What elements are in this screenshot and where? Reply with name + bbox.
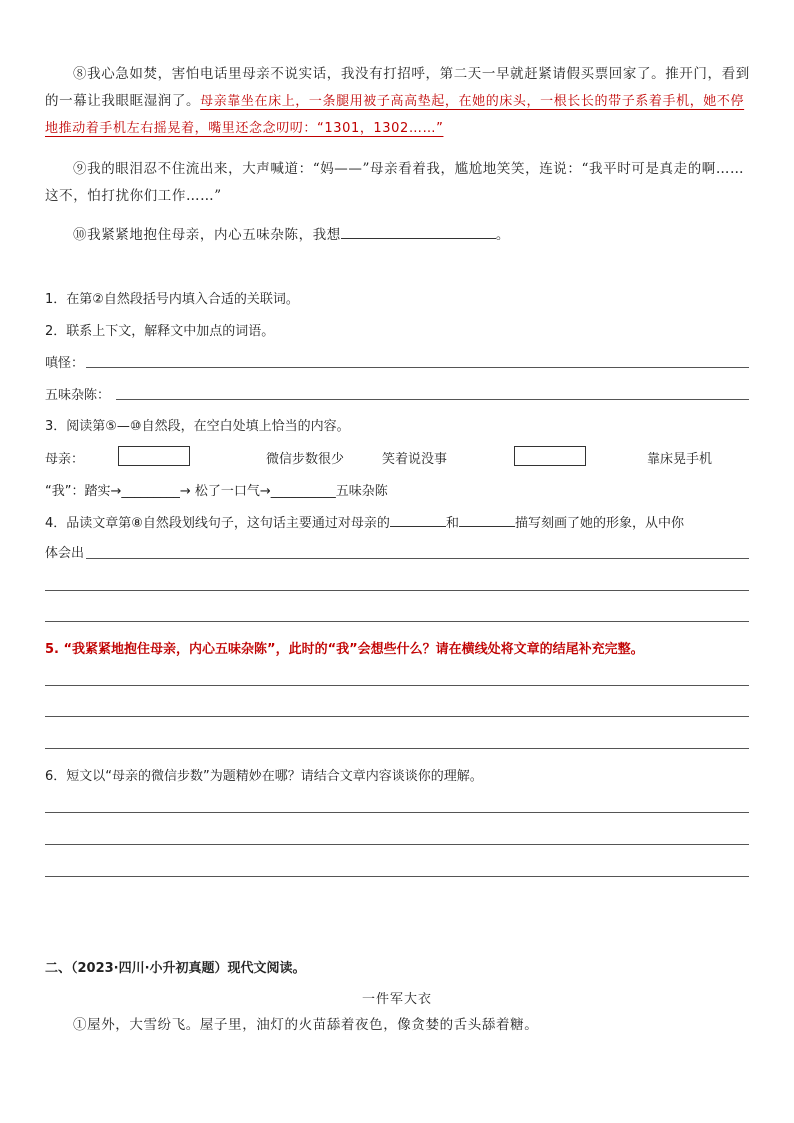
me-emotion-row: “我”：踏实→_________→ 松了一口气→__________五味杂陈 [45, 484, 388, 499]
mother-label: 母亲： [45, 452, 85, 467]
section-2-heading: 二、（2023·四川·小升初真题）现代文阅读。 [45, 961, 306, 976]
answer-line-q4-2[interactable] [45, 590, 749, 591]
question-1: 1．在第②自然段括号内填入合适的关联词。 [45, 292, 299, 307]
answer-line-term-2[interactable] [116, 399, 749, 400]
answer-line-q6-3[interactable] [45, 876, 749, 877]
answer-line-q5-3[interactable] [45, 748, 749, 749]
answer-line-q4-1[interactable] [86, 558, 749, 559]
question-3: 3．阅读第⑤—⑩自然段，在空白处填上恰当的内容。 [45, 419, 350, 434]
answer-line-term-1[interactable] [86, 367, 749, 368]
q4-blank-1[interactable] [390, 512, 446, 527]
mother-item-1: 微信步数很少 [266, 452, 345, 467]
question-4-text-a: 4．品读文章第⑧自然段划线句子，这句话主要通过对母亲的 [45, 516, 390, 531]
paragraph-8 [45, 61, 750, 142]
question-4 [45, 512, 684, 531]
mother-item-3: 靠床晃手机 [647, 452, 713, 467]
answer-line-q4-3[interactable] [45, 621, 749, 622]
answer-line-q5-1[interactable] [45, 685, 749, 686]
question-6: 6．短文以“母亲的微信步数”为题精妙在哪？请结合文章内容谈谈你的理解。 [45, 769, 483, 784]
paragraph-10-end: 。 [495, 227, 511, 243]
article-paragraph-1: ①屋外，大雪纷飞。屋子里，油灯的火苗舔着夜色，像贪婪的舌头舔着糖。 [73, 1017, 539, 1033]
fill-box-2[interactable] [514, 446, 586, 466]
paragraph-10-text: ⑩我紧紧地抱住母亲，内心五味杂陈，我想 [73, 227, 341, 243]
question-4-continued: 体会出 [45, 546, 85, 561]
fill-box-1[interactable] [118, 446, 190, 466]
article-title: 一件军大衣 [361, 992, 432, 1007]
paragraph-9: ⑨我的眼泪忍不住流出来，大声喊道：“妈——”母亲看着我，尴尬地笑笑，连说：“我平时可是真走的啊……这不，怕打扰你们工作……” [45, 161, 745, 204]
answer-line-q6-2[interactable] [45, 844, 749, 845]
mother-item-2: 笑着说没事 [382, 452, 448, 467]
term-label-2: 五味杂陈： [45, 388, 111, 403]
question-4-text-c: 描写刻画了她的形象，从中你 [514, 516, 684, 531]
term-label-1: 嗔怪： [45, 356, 85, 371]
question-2: 2．联系上下文，解释文中加点的词语。 [45, 324, 275, 339]
question-5: 5. “我紧紧地抱住母亲，内心五味杂陈”，此时的“我”会想些什么？请在横线处将文章的结尾补充完整。 [45, 642, 644, 657]
question-4-text-b: 和 [445, 516, 459, 531]
answer-line-q6-1[interactable] [45, 812, 749, 813]
answer-line-q5-2[interactable] [45, 716, 749, 717]
underlined-sentence: 母亲靠坐在床上，一条腿用被子高高垫起，在她的床头，一根长长的带子系着手机，她不停地推动着手机左右摇晃着，嘴里还念念叨叨：“1301，1302……” [45, 94, 745, 136]
paragraph-10-blank[interactable] [341, 224, 496, 239]
paragraph-10 [45, 222, 750, 249]
paragraph-8-text: ⑧我心急如焚，害怕电话里母亲不说实话，我没有打招呼，第二天一早就赶紧请假买票回家了。推开门，看到的一幕让我眼眶湿润了。 [45, 66, 750, 109]
q4-blank-2[interactable] [459, 512, 515, 527]
